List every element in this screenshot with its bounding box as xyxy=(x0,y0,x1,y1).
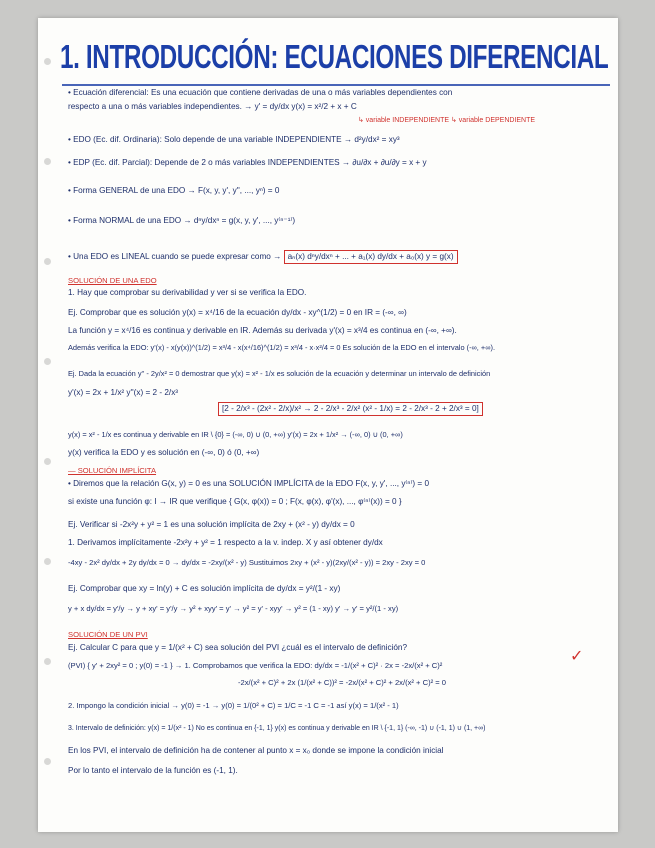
example-line: Ej. Calcular C para que y = 1/(x² + C) sea solución del PVI ¿cuál es el intervalo de definición? xyxy=(68,643,408,652)
binder-hole xyxy=(44,358,51,365)
derivation-line: -2x/(x² + C)² + 2x (1/(x² + C))² = -2x/(x² + C)² + 2x/(x² + C)² = 0 xyxy=(238,678,447,687)
binder-hole xyxy=(44,758,51,765)
text-line: (PVI) { y' + 2xy² = 0 ; y(0) = -1 } → 1. Comprobamos que verifica la EDO: dy/dx = -1/(x² + C)² · 2x = -2x/(x² + C)² xyxy=(68,661,443,670)
text-line: En los PVI, el intervalo de definición ha de contener al punto x = x₀ donde se impone la condición inicial xyxy=(68,746,444,755)
derivatives-line: y'(x) = 2x + 1/x² y''(x) = 2 - 2/x³ xyxy=(68,388,179,397)
text-line: 2. Impongo la condición inicial → y(0) = -1 → y(0) = 1/(0² + C) = 1/C = -1 C = -1 así y(x) = 1/(x² - 1) xyxy=(68,701,399,710)
linear-formula-box: aₙ(x) dⁿy/dxⁿ + ... + a₁(x) dy/dx + a₀(x) y = g(x) xyxy=(284,250,458,264)
edo-line: • EDO (Ec. dif. Ordinaria): Solo depende de una variable INDEPENDIENTE → d²y/dx² = xy³ xyxy=(68,135,400,144)
derivation-line: -4xy - 2x² dy/dx + 2y dy/dx = 0 → dy/dx = -2xy/(x² - y) Sustituimos 2xy + (x² - y)(2xy/(x² - y)) = 2xy - 2xy = 0 xyxy=(68,558,426,567)
example-line: Ej. Comprobar que es solución y(x) = x⁴/16 de la ecuación dy/dx - xy^(1/2) = 0 en IR = (-∞, ∞) xyxy=(68,308,407,317)
text-line: Además verifica la EDO: y'(x) - x(y(x))^(1/2) = x³/4 - x(x⁴/16)^(1/2) = x³/4 - x·x²/4 = 0 Es solución de la EDO en el intervalo (-∞, +∞). xyxy=(68,343,496,352)
verification-box: [2 - 2/x³ - (2x² - 2/x)/x² → 2 - 2/x³ - 2/x² (x² - 1/x) = 2 - 2/x³ - 2 + 2/x³ = 0] xyxy=(218,402,483,416)
notebook-page xyxy=(38,18,618,832)
example-line: Ej. Verificar si -2x²y + y² = 1 es una solución implícita de 2xy + (x² - y) dy/dx = 0 xyxy=(68,520,355,529)
binder-hole xyxy=(44,258,51,265)
text-line: 1. Hay que comprobar su derivabilidad y ver si se verifica la EDO. xyxy=(68,288,307,297)
binder-holes xyxy=(44,18,54,832)
section-solucion-implicita: — SOLUCIÓN IMPLÍCITA xyxy=(68,466,157,475)
normal-form-line: • Forma NORMAL de una EDO → dⁿy/dxⁿ = g(x, y, y', ..., y⁽ⁿ⁻¹⁾) xyxy=(68,216,296,225)
section-solucion-pvi: SOLUCIÓN DE UN PVI xyxy=(68,630,148,639)
binder-hole xyxy=(44,458,51,465)
binder-hole xyxy=(44,58,51,65)
section-solucion-edo: SOLUCIÓN DE UNA EDO xyxy=(68,276,157,285)
title-underline xyxy=(62,84,610,86)
boxed-calculation xyxy=(218,402,483,416)
binder-hole xyxy=(44,658,51,665)
page-title: 1. INTRODUCCIÓN: ECUACIONES DIFERENCIAL xyxy=(60,38,609,75)
derivation-line: y + x dy/dx = y'/y → y + xy' = y'/y → y² + xyy' = y' → y² = y' - xyy' → y² = (1 - xy) y' → y' = y²/(1 - xy) xyxy=(68,604,399,613)
example-line: Ej. Comprobar que xy = ln(y) + C es solución implícita de dy/dx = y²/(1 - xy) xyxy=(68,584,341,593)
text-line: • Diremos que la relación G(x, y) = 0 es una SOLUCIÓN IMPLÍCITA de la EDO F(x, y, y', ..., y⁽ⁿ⁾) = 0 xyxy=(68,479,430,488)
text-line: y(x) verifica la EDO y es solución en (-∞, 0) ó (0, +∞) xyxy=(68,448,260,457)
text-line: La función y = x⁴/16 es continua y derivable en IR. Además su derivada y'(x) = x³/4 es continua en (-∞, +∞). xyxy=(68,326,457,335)
text-line: y(x) = x² - 1/x es continua y derivable en IR \ {0} = (-∞, 0) ∪ (0, +∞) y'(x) = 2x + 1/x² → (-∞, 0) ∪ (0, +∞) xyxy=(68,430,403,439)
binder-hole xyxy=(44,158,51,165)
example-line: Ej. Dada la ecuación y'' - 2y/x² = 0 demostrar que y(x) = x² - 1/x es solución de la ecuación y determinar un intervalo de definición xyxy=(68,369,491,378)
text-line: si existe una función φ: I → IR que verifique { G(x, φ(x)) = 0 ; F(x, φ(x), φ'(x), ..., φ⁽ⁿ⁾(x)) = 0 } xyxy=(68,497,402,506)
text-line: 1. Derivamos implícitamente -2x²y + y² = 1 respecto a la v. indep. X y así obtener dy/dx xyxy=(68,538,383,547)
edp-line: • EDP (Ec. dif. Parcial): Depende de 2 o más variables INDEPENDIENTES → ∂u/∂x + ∂u/∂y = x + y xyxy=(68,158,427,167)
text-line: Por lo tanto el intervalo de la función es (-1, 1). xyxy=(68,766,238,775)
text-line: 3. Intervalo de definición: y(x) = 1/(x² - 1) No es continua en {-1, 1} y(x) es continua y derivable en IR \ {-1, 1} (-∞, -1) ∪ (-1, 1) ∪ (1, +∞) xyxy=(68,725,486,732)
definition-line: • Ecuación diferencial: Es una ecuación que contiene derivadas de una o más variables dependientes con xyxy=(68,88,453,97)
definition-line: respecto a una o más variables independientes. → y' = dy/dx y(x) = x²/2 + x + C xyxy=(68,102,357,111)
linear-line xyxy=(68,250,458,264)
variable-annotation: ↳ variable INDEPENDIENTE ↳ variable DEPENDIENTE xyxy=(358,117,536,124)
linear-text: • Una EDO es LINEAL cuando se puede expresar como → xyxy=(68,252,282,261)
general-form-line: • Forma GENERAL de una EDO → F(x, y, y', y'', ..., yⁿ) = 0 xyxy=(68,186,280,195)
binder-hole xyxy=(44,558,51,565)
checkmark-icon: ✓ xyxy=(570,648,584,665)
